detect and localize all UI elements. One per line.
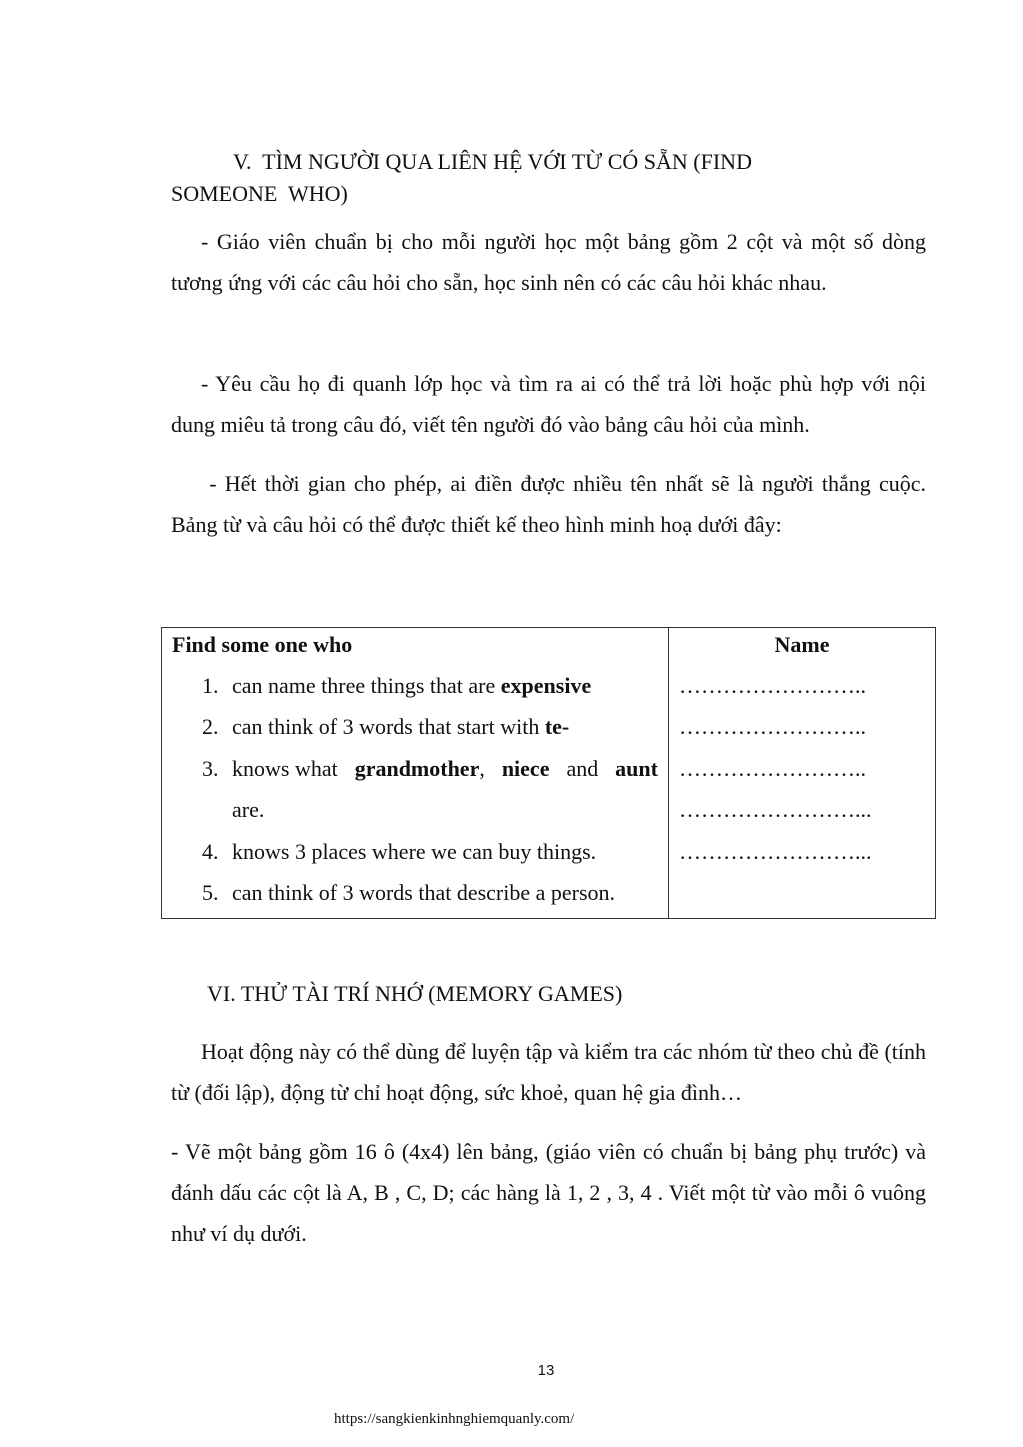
name-blank-2: …………………….. [679,714,866,739]
section-6-paragraph-1: Hoạt động này có thể dùng để luyện tập và kiểm tra các nhóm từ theo chủ đề (tính từ (đối lập), động từ chỉ hoạt động, sức khoẻ, quan hệ gia đình… [171,1039,926,1105]
footer-url-link[interactable]: https://sangkienkinhnghiemquanly.com/ [334,1411,575,1427]
table-header-name: Name [774,632,830,657]
table-item-5 [202,878,615,908]
section-5-paragraph-3: - Hết thời gian cho phép, ai điền được nhiều tên nhất sẽ là người thắng cuộc. Bảng từ và câu hỏi có thể được thiết kế theo hình minh hoạ dưới đây: [171,471,932,537]
table-item-1 [202,671,591,701]
item-number: 4. [202,839,219,864]
item-bold-word: te- [544,714,570,739]
item-bold-word: niece [501,756,550,781]
item-number: 5. [202,880,219,905]
item-bold-word: expensive [500,673,592,698]
section-5-heading-line1: V. TÌM NGƯỜI QUA LIÊN HỆ VỚI TỪ CÓ SẴN (FIND [233,149,752,174]
table-item-4 [202,837,596,867]
item-number: 3. [202,756,219,781]
section-5-heading-line2: SOMEONE WHO) [171,181,348,206]
item-number: 2. [202,714,219,739]
item-text: can think of 3 words that describe a person. [232,880,616,905]
name-blank-3: …………………….. [679,756,866,781]
section-5-paragraph-1: - Giáo viên chuẩn bị cho mỗi người học một bảng gồm 2 cột và một số dòng tương ứng với các câu hỏi cho sẵn, học sinh nên có các câu hỏi khác nhau. [171,229,926,295]
name-blank-1: …………………….. [679,673,866,698]
item-text-line [232,754,658,784]
item-text: can name three things that are [232,673,501,698]
name-blank-5: ……………………... [679,839,872,864]
item-bold-word: grandmother [354,756,480,781]
item-text: and [566,756,599,781]
find-someone-who-table [161,627,936,919]
table-name-column [669,628,935,918]
table-questions-column [162,628,669,918]
section-5-heading [171,146,931,210]
table-header-questions: Find some one who [172,632,353,657]
table-item-2 [202,712,569,742]
table-item-3 [202,754,658,784]
item-bold-word: aunt [615,756,658,781]
item-comma: , [479,756,485,781]
item-text: knows what [232,756,338,781]
item-text: can think of 3 words that start with [232,714,545,739]
table-item-3-continuation: are. [232,797,265,822]
section-6-heading: VI. THỬ TÀI TRÍ NHỚ (MEMORY GAMES) [207,981,623,1006]
name-blank-4: ……………………... [679,797,872,822]
item-number: 1. [202,673,219,698]
section-5-paragraph-2: - Yêu cầu họ đi quanh lớp học và tìm ra ai có thể trả lời hoặc phù hợp với nội dung miêu tả trong câu đó, viết tên người đó vào bảng câu hỏi của mình. [171,371,926,437]
item-bold-group [355,754,485,784]
section-6-paragraph-2: - Vẽ một bảng gồm 16 ô (4x4) lên bảng, (giáo viên có chuẩn bị bảng phụ trước) và đánh dấu các cột là A, B , C, D; các hàng là 1, 2 , 3, 4 . Viết một từ vào mỗi ô vuông như ví dụ dưới. [171,1139,926,1246]
item-text: knows 3 places where we can buy things. [232,839,597,864]
page-number: 13 [537,1362,555,1379]
